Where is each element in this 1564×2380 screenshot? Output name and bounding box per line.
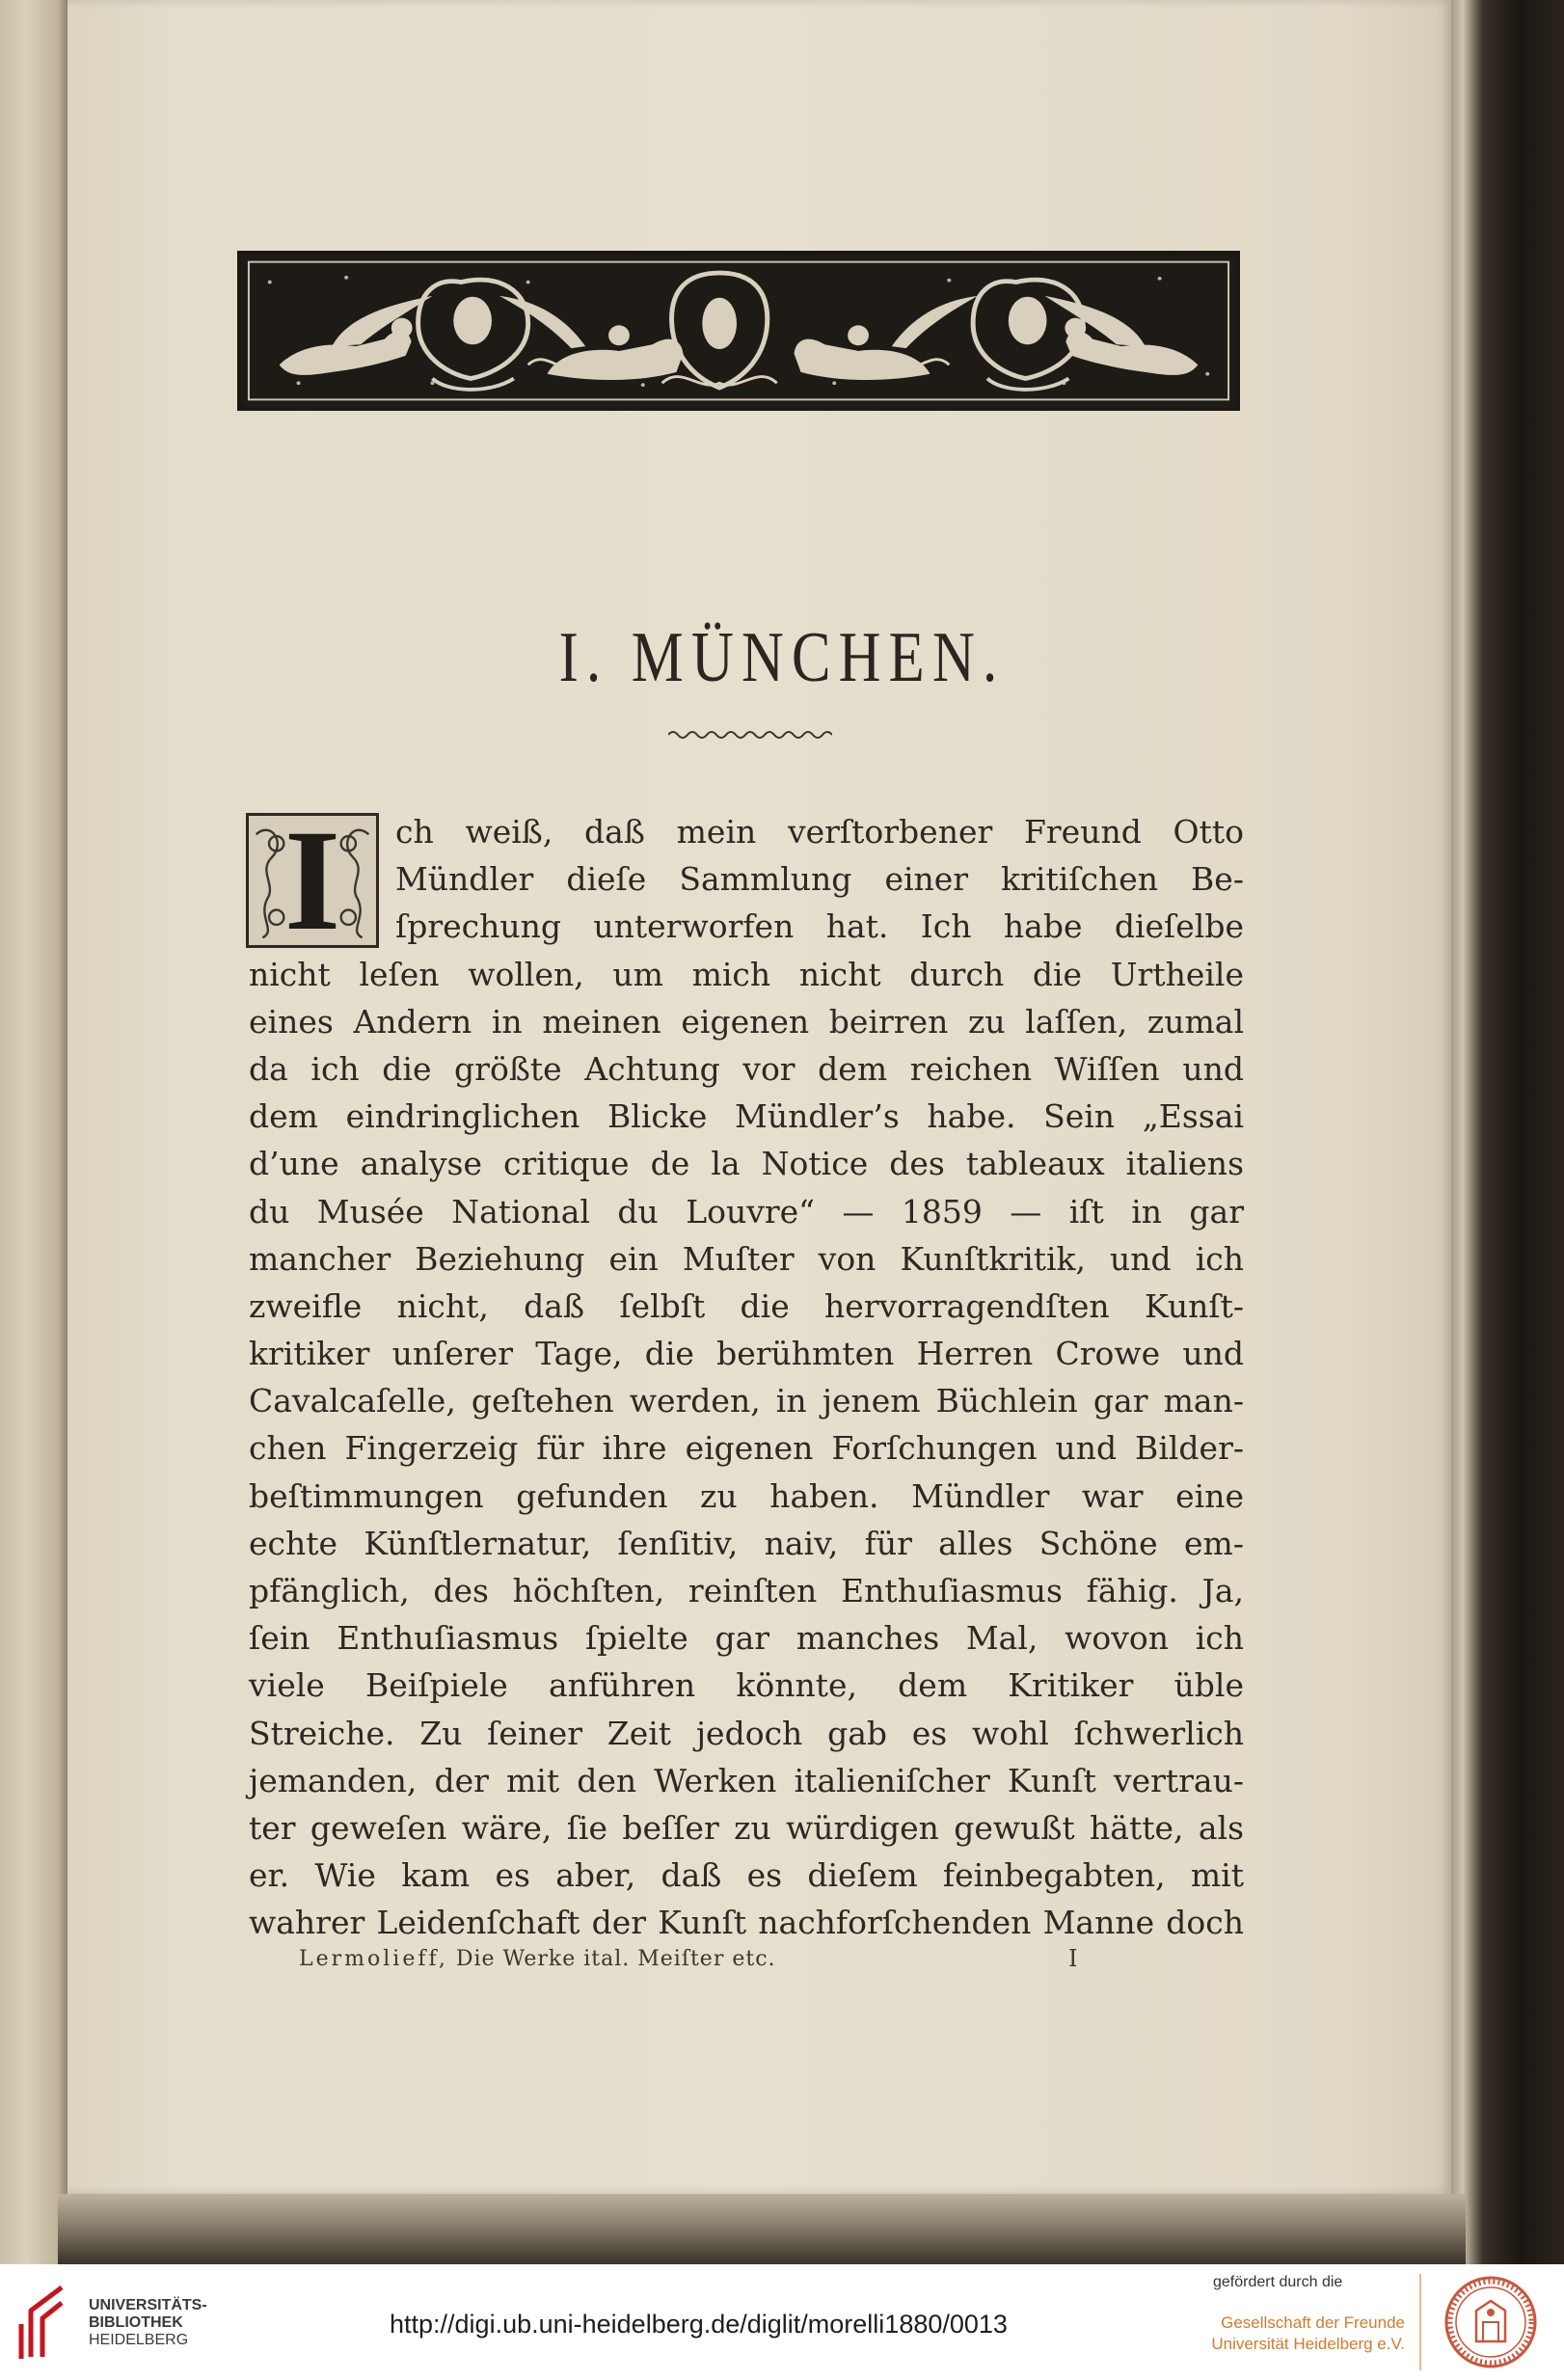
sponsor-line-2: Universität Heidelberg e.V. — [1211, 2335, 1405, 2353]
text-line: Cavalcaſelle, geſtehen werden, in jenem Büchlein gar man- — [249, 1382, 1244, 1420]
text-line: zweifle nicht, daß ſelbſt die hervorragendſten Kunſt- — [249, 1286, 1244, 1325]
page-bottom-edge — [58, 2194, 1466, 2264]
ornamental-header-banner — [237, 251, 1240, 411]
text-line: wahrer Leidenſchaft der Kunſt nachforſchenden Manne doch — [249, 1904, 1244, 1942]
text-line: du Musée National du Louvre“ — 1859 — iſt in gar — [249, 1192, 1244, 1231]
left-page-edge — [0, 0, 67, 2264]
text-line: ſprechung unterworfen hat. Ich habe dieſelbe — [395, 907, 1244, 946]
text-line: ter geweſen wäre, ſie beſſer zu würdigen gewußt hätte, als — [249, 1808, 1244, 1847]
digital-library-bar — [0, 2264, 1564, 2380]
text-line: jemanden, der mit den Werken italieniſcher Kunſt vertrau- — [249, 1761, 1244, 1799]
text-line: beſtimmungen gefunden zu haben. Mündler war eine — [249, 1476, 1244, 1515]
text-line: pfänglich, des höchſten, reinſten Enthuſiasmus fähig. Ja, — [249, 1572, 1244, 1609]
library-line-3: HEIDELBERG — [89, 2332, 189, 2348]
text-line: d’une analyse critique de la Notice des tableaux italiens — [249, 1145, 1244, 1183]
body-paragraph — [249, 800, 1244, 1947]
university-library-logo-icon[interactable] — [17, 2282, 71, 2363]
text-line: Mündler dieſe Sammlung einer kritiſchen Be- — [395, 860, 1244, 899]
footer-work: Die Werke ital. Meiſter etc. — [455, 1947, 776, 1971]
text-line: ch weiß, daß mein verſtorbener Freund Otto — [395, 813, 1244, 851]
title-flourish-divider — [668, 728, 832, 742]
university-library-name[interactable] — [89, 2297, 207, 2349]
chapter-title: I. MÜNCHEN. — [558, 618, 1006, 697]
sponsor-line-1: Gesellschaft der Freunde — [1221, 2313, 1405, 2332]
sponsor-name[interactable] — [1207, 2312, 1405, 2355]
page-footer-signature — [299, 1947, 776, 1971]
university-seal-icon — [1443, 2274, 1539, 2370]
text-line: mancher Beziehung ein Muſter von Kunſtkritik, und ich — [249, 1239, 1244, 1278]
initial-letter: I — [283, 800, 341, 960]
text-line: dem eindringlichen Blicke Mündler’s habe. Sein „Essai — [249, 1097, 1244, 1136]
text-line: echte Künſtlernatur, ſenſitiv, naiv, für alles Schöne em- — [249, 1524, 1244, 1562]
footer-author: Lermolieff, — [299, 1947, 448, 1971]
text-line: ſein Enthuſiasmus ſpielte gar manches Mal, wovon ich — [249, 1619, 1244, 1658]
text-line: chen Fingerzeig für ihre eigenen Forſchungen und Bilder- — [249, 1429, 1244, 1468]
library-line-1: UNIVERSITÄTS- — [89, 2297, 207, 2313]
text-line: er. Wie kam es aber, daß es dieſem feinbegabten, mit — [249, 1856, 1244, 1895]
text-line: da ich die größte Achtung vor dem reichen Wiſſen und — [249, 1049, 1244, 1088]
sponsor-divider — [1419, 2274, 1421, 2370]
library-line-2: BIBLIOTHEK — [89, 2314, 183, 2331]
text-line: nicht leſen wollen, um mich nicht durch die Urtheile — [249, 955, 1244, 993]
sphinx-frieze-illustration — [241, 255, 1236, 407]
text-line: viele Beiſpiele anführen könnte, dem Kritiker üble — [249, 1666, 1244, 1705]
text-line: kritiker unſerer Tage, die berühmten Herren Crowe und — [249, 1335, 1244, 1373]
footer-sheet-signature: I — [1068, 1945, 1078, 1972]
text-line: eines Andern in meinen eigenen beirren zu laſſen, zumal — [249, 1002, 1244, 1041]
book-cover-edge — [1451, 0, 1564, 2264]
permalink-url[interactable]: http://digi.ub.uni-heidelberg.de/diglit/morelli1880/0013 — [390, 2310, 1008, 2339]
sponsor-label: gefördert durch die — [1213, 2274, 1343, 2290]
text-line: Streiche. Zu ſeiner Zeit jedoch gab es wohl ſchwerlich — [249, 1714, 1244, 1752]
